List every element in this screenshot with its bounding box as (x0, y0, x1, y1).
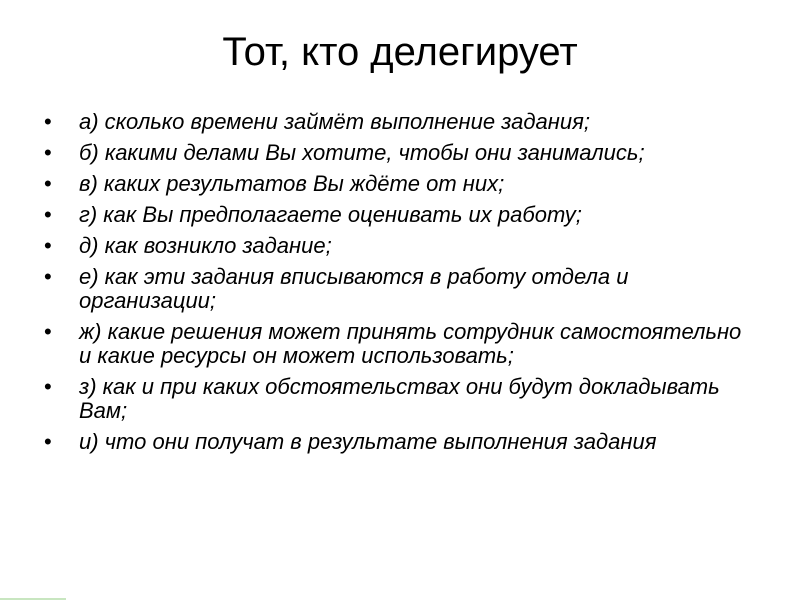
bullet-icon: • (44, 429, 52, 454)
list-item-text: ж) какие решения может принять сотрудник самостоятельно и какие ресурсы он может использовать; (79, 319, 742, 368)
list-item (44, 430, 756, 454)
bullet-icon: • (44, 374, 52, 399)
list-item-text: и) что они получат в результате выполнения задания (79, 429, 657, 454)
list-item (44, 375, 756, 423)
bullet-icon: • (44, 171, 52, 196)
bullet-list (44, 110, 756, 461)
list-item (44, 203, 756, 227)
bullet-icon: • (44, 319, 52, 344)
list-item (44, 234, 756, 258)
list-item-text: г) как Вы предполагаете оценивать их работу; (79, 202, 582, 227)
list-item (44, 141, 756, 165)
bullet-icon: • (44, 140, 52, 165)
list-item (44, 172, 756, 196)
list-item (44, 265, 756, 313)
list-item-text: в) каких результатов Вы ждёте от них; (79, 171, 505, 196)
bullet-icon: • (44, 109, 52, 134)
list-item-text: з) как и при каких обстоятельствах они будут докладывать Вам; (79, 374, 720, 423)
bullet-icon: • (44, 264, 52, 289)
list-item-text: д) как возникло задание; (79, 233, 332, 258)
list-item-text: е) как эти задания вписываются в работу отдела и организации; (79, 264, 629, 313)
list-item-text: а) сколько времени займёт выполнение задания; (79, 109, 590, 134)
bullet-icon: • (44, 233, 52, 258)
slide-title: Тот, кто делегирует (222, 30, 578, 74)
list-item (44, 320, 756, 368)
list-item-text: б) какими делами Вы хотите, чтобы они занимались; (79, 140, 645, 165)
bullet-icon: • (44, 202, 52, 227)
list-item (44, 110, 756, 134)
